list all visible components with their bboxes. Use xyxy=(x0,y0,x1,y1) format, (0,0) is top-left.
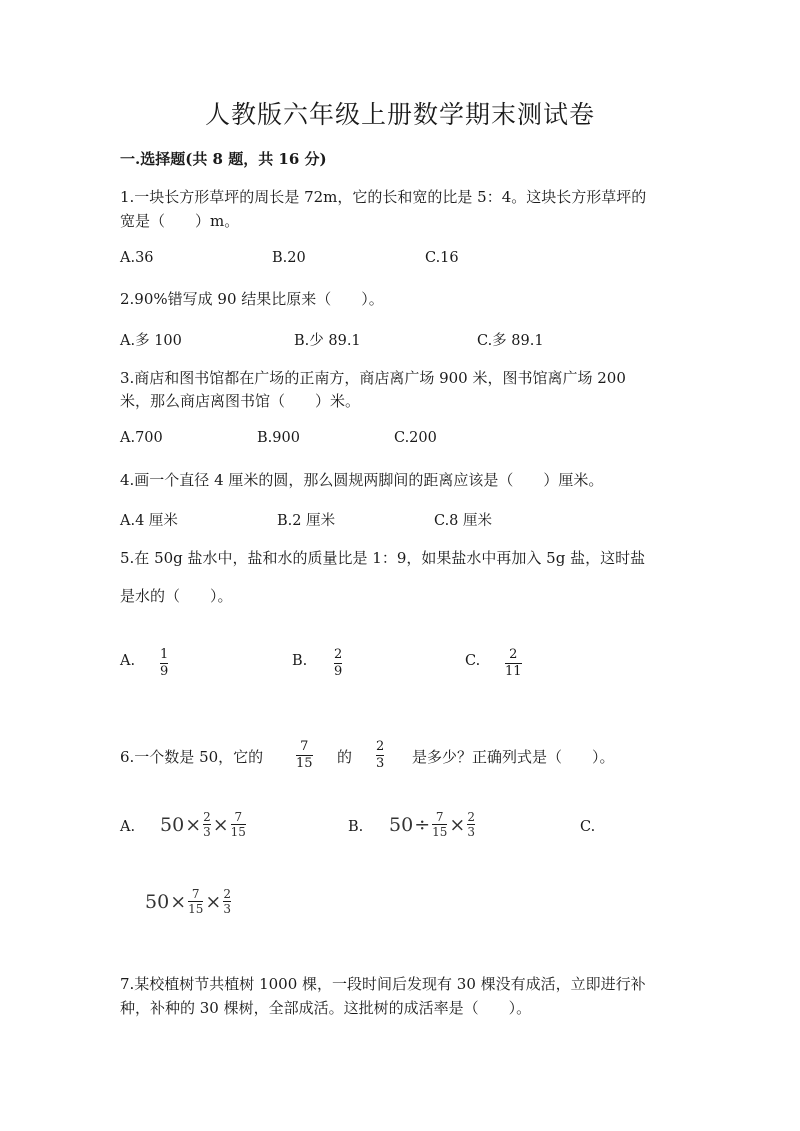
expr-fraction: $\frac{7}{15}$ xyxy=(230,810,246,839)
question-5-option-a: A. xyxy=(120,653,136,669)
question-1-line-2: 宽是（ ）m。 xyxy=(120,212,240,230)
fraction-denominator: 15 xyxy=(296,756,313,771)
question-5-option-b-fraction xyxy=(334,648,342,679)
question-6-text-start: 6.一个数是 50，它的 xyxy=(120,748,264,766)
question-6-text-end: 是多少？正确列式是（ ）。 xyxy=(412,748,615,766)
section-heading: 一.选择题(共 8 题，共 16 分) xyxy=(120,150,327,168)
question-4-option-a: A.4 厘米 xyxy=(120,513,178,529)
expr-fraction: $\frac{7}{15}$ xyxy=(432,810,448,839)
question-1-option-a: A.36 xyxy=(120,250,154,266)
question-6-option-a-expression xyxy=(160,811,247,838)
expr-fraction: $\frac{2}{3}$ xyxy=(203,810,211,839)
question-6-option-a: A. xyxy=(120,819,136,835)
question-6-option-b-expression xyxy=(389,811,476,838)
fraction-numerator: 2 xyxy=(334,647,343,662)
question-1-option-b: B.20 xyxy=(272,250,306,266)
question-6-option-c-expression xyxy=(145,888,232,915)
question-1-option-c: C.16 xyxy=(425,250,459,266)
question-5-option-a-fraction xyxy=(160,648,168,679)
expr-number: 50 xyxy=(389,813,414,836)
fraction-denominator: 11 xyxy=(505,664,522,679)
expr-operator: × xyxy=(205,890,222,913)
expr-operator: × xyxy=(212,813,229,836)
question-5-option-c-fraction xyxy=(505,648,522,679)
fraction-denominator: 9 xyxy=(160,664,169,679)
question-5-line-2: 是水的（ ）。 xyxy=(120,587,233,605)
fraction-numerator: 1 xyxy=(160,647,169,662)
question-5-line-1: 5.在 50g 盐水中，盐和水的质量比是 1：9，如果盐水中再加入 5g 盐，这时盐 xyxy=(120,549,646,567)
question-7-line-2: 种，补种的 30 棵树，全部成活。这批树的成活率是（ ）。 xyxy=(120,999,532,1017)
question-3-line-2: 米，那么商店离图书馆（ ）米。 xyxy=(120,392,361,410)
page-title: 人教版六年级上册数学期末测试卷 xyxy=(204,100,595,129)
expr-operator: × xyxy=(449,813,466,836)
expr-number: 50 xyxy=(160,813,185,836)
fraction-denominator: 3 xyxy=(376,756,385,771)
fraction-numerator: 2 xyxy=(509,647,518,662)
question-2-option-c: C.多 89.1 xyxy=(477,333,544,349)
question-3-option-b: B.900 xyxy=(257,430,300,446)
expr-operator: × xyxy=(185,813,202,836)
fraction-numerator: 2 xyxy=(376,739,385,754)
question-6-option-b: B. xyxy=(348,819,364,835)
expr-number: 50 xyxy=(145,890,170,913)
question-4-line-1: 4.画一个直径 4 厘米的圆，那么圆规两脚间的距离应该是（ ）厘米。 xyxy=(120,471,604,489)
question-2-option-b: B.少 89.1 xyxy=(294,333,361,349)
question-6-fraction-2 xyxy=(376,740,384,771)
question-2-line-1: 2.90%错写成 90 结果比原来（ ）。 xyxy=(120,290,384,308)
question-3-line-1: 3.商店和图书馆都在广场的正南方，商店离广场 900 米，图书馆离广场 200 xyxy=(120,369,626,387)
question-1-line-1: 1.一块长方形草坪的周长是 72m，它的长和宽的比是 5：4。这块长方形草坪的 xyxy=(120,188,647,206)
fraction-numerator: 7 xyxy=(300,739,309,754)
question-4-option-c: C.8 厘米 xyxy=(434,513,493,529)
question-7-line-1: 7.某校植树节共植树 1000 棵，一段时间后发现有 30 棵没有成活，立即进行补 xyxy=(120,975,646,993)
expr-fraction: $\frac{2}{3}$ xyxy=(467,810,475,839)
fraction-denominator: 9 xyxy=(334,664,343,679)
question-6-fraction-1 xyxy=(296,740,313,771)
expr-fraction: $\frac{7}{15}$ xyxy=(188,887,204,916)
question-5-option-b: B. xyxy=(292,653,308,669)
expr-operator: × xyxy=(170,890,187,913)
question-6-text-mid: 的 xyxy=(337,748,353,766)
expr-fraction: $\frac{2}{3}$ xyxy=(223,887,231,916)
question-2-option-a: A.多 100 xyxy=(120,333,182,349)
question-3-option-a: A.700 xyxy=(120,430,163,446)
expr-operator: ÷ xyxy=(414,813,431,836)
question-6-option-c: C. xyxy=(580,819,596,835)
question-3-option-c: C.200 xyxy=(394,430,437,446)
question-4-option-b: B.2 厘米 xyxy=(277,513,336,529)
question-5-option-c: C. xyxy=(465,653,481,669)
